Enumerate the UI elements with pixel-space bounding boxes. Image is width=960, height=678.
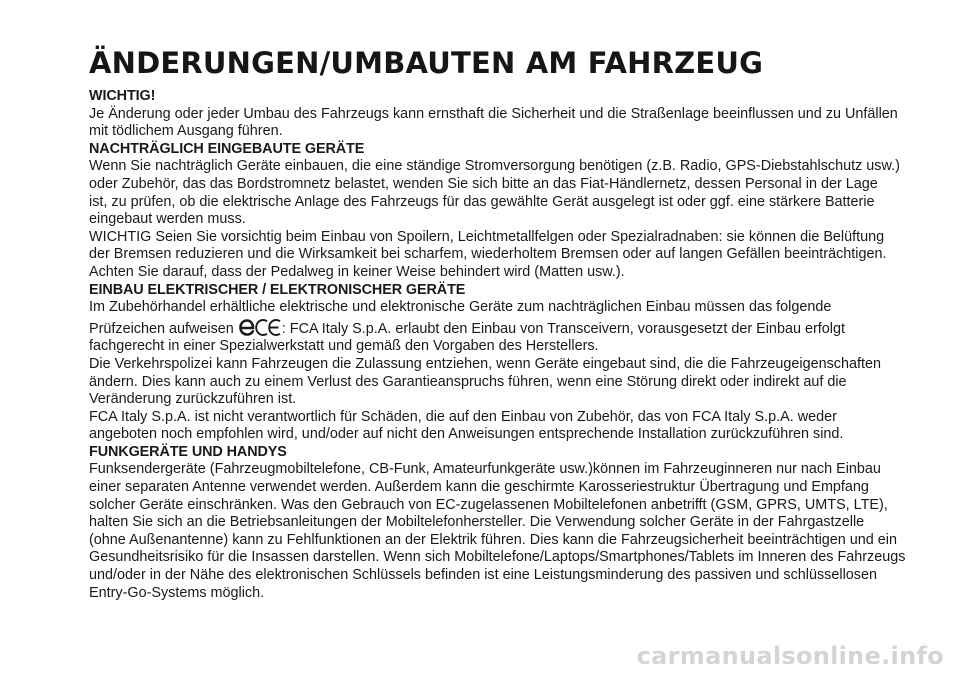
radio-line: halten Sie sich an die Betriebsanleitungen der Mobiltelefonhersteller. Die Verwendung solcher Geräte in der Fahrgastzelle <box>89 514 865 531</box>
electrical-line: fachgerecht in einer Spezialwerkstatt und gemäß den Vorgaben des Herstellers. <box>89 338 599 355</box>
page-title: ÄNDERUNGEN/UMBAUTEN AM FAHRZEUG <box>89 46 764 80</box>
radio-line: Entry-Go-Systems möglich. <box>89 584 265 601</box>
retrofit-line: Wenn Sie nachträglich Geräte einbauen, die eine ständige Stromversorgung benötigen (z.B. Radio, GPS-Diebstahlschutz usw.) <box>89 158 900 175</box>
mark-prefix: Prüfzeichen aufweisen <box>89 320 234 337</box>
warning-line: mit tödlichem Ausgang führen. <box>89 123 283 140</box>
electrical-line: Im Zubehörhandel erhältliche elektrische und elektronische Geräte zum nachträglichen Einbau müssen das folgende <box>89 299 832 316</box>
retrofit-line: oder Zubehör, das das Bordstromnetz belastet, wenden Sie sich bitte an das Fiat-Händlernetz, dessen Personal in der Lage <box>89 175 878 192</box>
retrofit-line: Achten Sie darauf, dass der Pedalweg in keiner Weise behindert wird (Matten usw.). <box>89 263 625 280</box>
electrical-heading: EINBAU ELEKTRISCHER / ELEKTRONISCHER GERÄTE <box>89 281 466 298</box>
content-flow <box>89 88 919 602</box>
e-ce-conformity-mark-icon <box>238 317 282 337</box>
electrical-line: Veränderung zurückzuführen ist. <box>89 391 297 408</box>
radio-heading: FUNKGERÄTE UND HANDYS <box>89 443 287 460</box>
radio-line: einer separaten Antenne verwendet werden. Außerdem kann die geschirmte Karosseriestruktur Übertragung und Empfang <box>89 479 869 496</box>
radio-line: Gesundheitsrisiko für die Insassen darstellen. Wenn sich Mobiltelefone/Laptops/Smartphones/Tablets im Inneren des Fahrzeugs <box>89 549 906 566</box>
mark-suffix: : FCA Italy S.p.A. erlaubt den Einbau von Transceivern, vorausgesetzt der Einbau erfolgt <box>281 320 845 337</box>
warning-line: Je Änderung oder jeder Umbau des Fahrzeugs kann ernsthaft die Sicherheit und die Straßenlage beeinflussen und zu Unfällen <box>89 105 898 122</box>
radio-line: Funksendergeräte (Fahrzeugmobiltelefone, CB-Funk, Amateurfunkgeräte usw.)können im Fahrzeuginneren nur nach Einbau <box>89 461 881 478</box>
site-watermark: carmanualsonline.info <box>636 642 944 670</box>
electrical-mark-line <box>89 317 919 339</box>
retrofit-line: der Bremsen reduzieren und die Wirksamkeit bei scharfem, wiederholtem Bremsen oder auf langen Gefällen beeinträchtigen. <box>89 246 887 263</box>
radio-line: und/oder in der Nähe des elektronischen Schlüssels befinden ist eine Leistungsminderung des passiven und schlüssellosen <box>89 567 877 584</box>
radio-line: (ohne Außenantenne) kann zu Fehlfunktionen an der Elektrik führen. Dies kann die Fahrzeugsicherheit beeinträchtigen und ein <box>89 531 897 548</box>
retrofit-line: ist, zu prüfen, ob die elektrische Anlage des Fahrzeugs für das gewählte Gerät ausgelegt ist oder ggf. eine stärkere Batterie <box>89 193 875 210</box>
electrical-line: ändern. Dies kann auch zu einem Verlust des Garantieanspruchs führen, wenn eine Störung direkt oder indirekt auf die <box>89 373 847 390</box>
retrofit-line: WICHTIG Seien Sie vorsichtig beim Einbau von Spoilern, Leichtmetallfelgen oder Spezialradnaben: sie können die Belüftung <box>89 228 885 245</box>
retrofit-line: eingebaut werden muss. <box>89 211 246 228</box>
radio-line: solcher Geräte einschränken. Was den Gebrauch von EC-zugelassenen Mobiltelefonen anbetrifft (GSM, GPRS, UMTS, LTE), <box>89 496 888 513</box>
electrical-line: angeboten noch empfohlen wird, und/oder auf nicht den Anweisungen entsprechende Installation zurückzuführen sind. <box>89 426 844 443</box>
retrofit-heading: NACHTRÄGLICH EINGEBAUTE GERÄTE <box>89 140 365 157</box>
electrical-line: FCA Italy S.p.A. ist nicht verantwortlich für Schäden, die auf den Einbau von Zubehör, das von FCA Italy S.p.A. weder <box>89 408 837 425</box>
electrical-line: Die Verkehrspolizei kann Fahrzeugen die Zulassung entziehen, wenn Geräte eingebaut sind, die die Fahrzeugeigenschaften <box>89 355 881 372</box>
warning-heading: WICHTIG! <box>89 88 156 104</box>
